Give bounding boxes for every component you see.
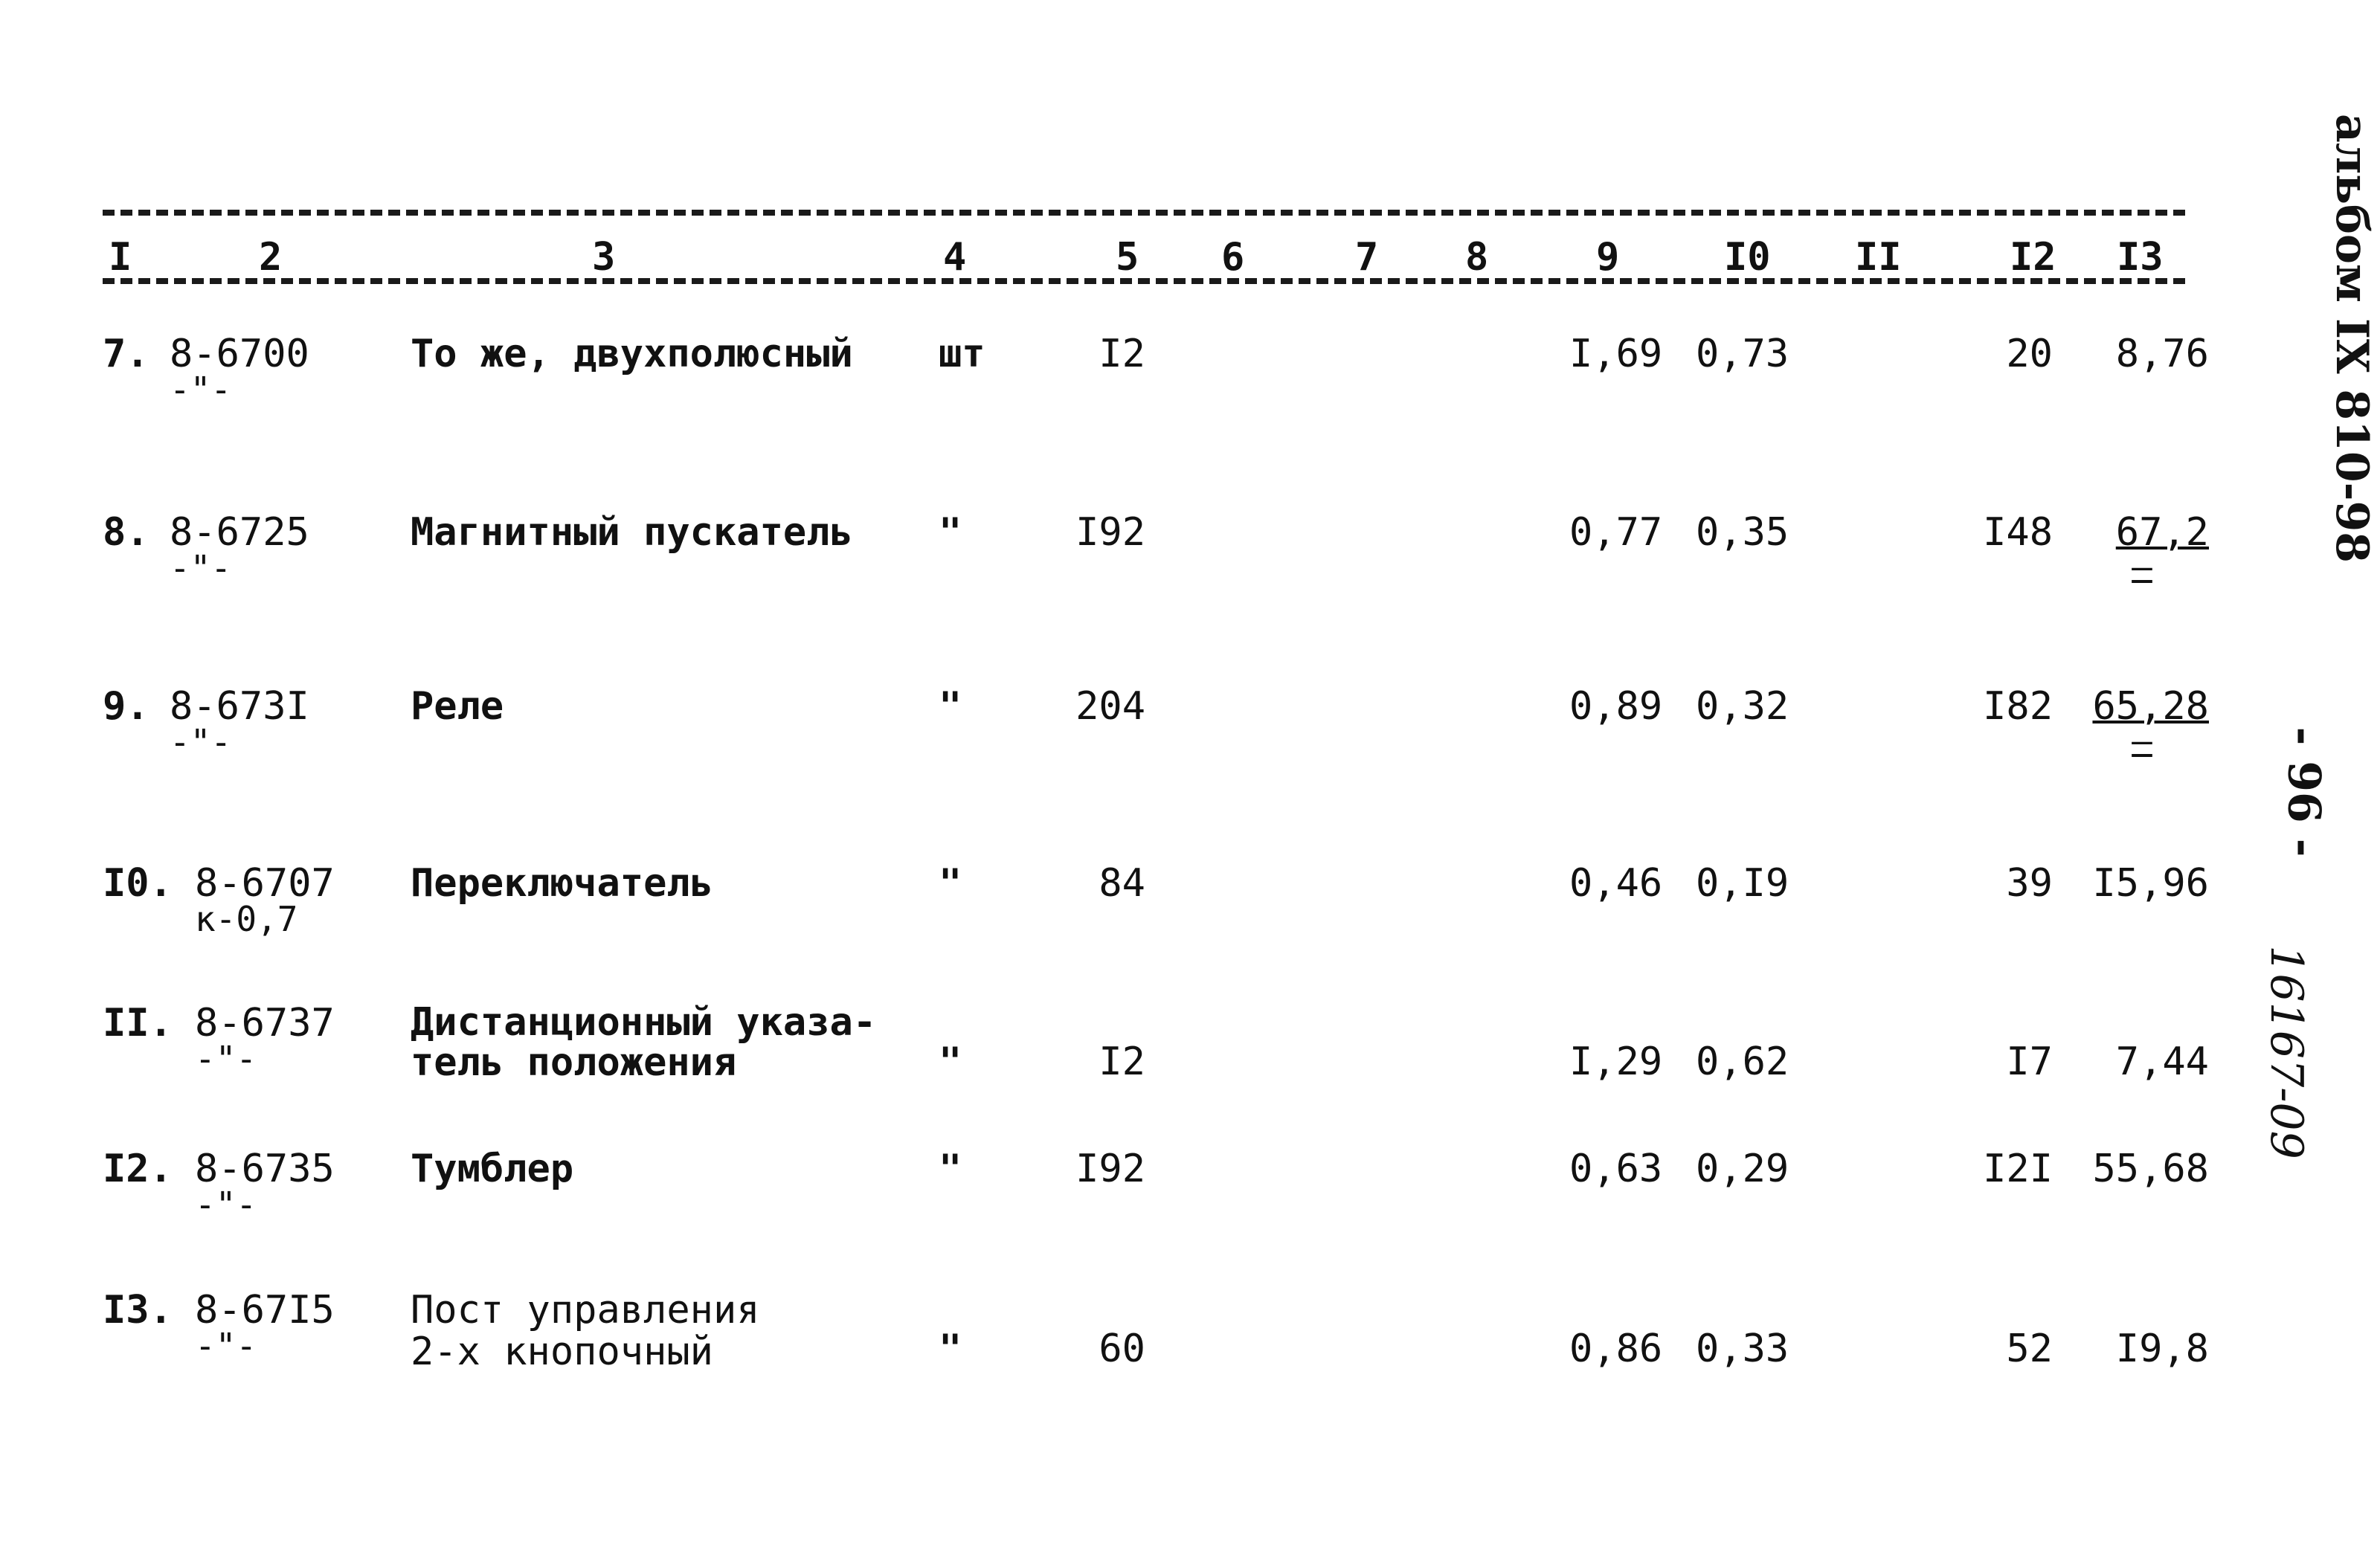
top-dashed-rule — [103, 210, 2185, 216]
table-row — [0, 1148, 2231, 1260]
price-code: 8-6735 -"- — [195, 1147, 335, 1225]
quantity: I92 — [1075, 510, 1145, 555]
row-number: 9. — [103, 684, 149, 729]
price-code: 8-6700 -"- — [170, 332, 309, 410]
table-row — [0, 686, 2231, 797]
row-number: I3. — [103, 1288, 173, 1332]
value-col-9: 0,89 — [1569, 684, 1663, 729]
item-name: Переключатель — [411, 861, 713, 906]
unit: " — [939, 861, 962, 906]
value-col-12: 39 — [2006, 861, 2053, 906]
code-sub: к-0,7 — [195, 899, 298, 939]
column-header-3: 3 — [588, 236, 620, 278]
column-header-13: I3 — [2112, 236, 2168, 278]
row-number: II. — [103, 1001, 173, 1045]
value-col-13: 65,28 – — [2092, 684, 2209, 761]
value-col-13: 7,44 — [2115, 1040, 2209, 1084]
column-header-11: II — [1850, 236, 1906, 278]
table-row — [0, 333, 2231, 445]
album-reference: альбом IX 810-98 — [2326, 113, 2379, 564]
value-col-12: I2I — [1983, 1147, 2053, 1191]
code-ditto: -"- — [195, 1185, 257, 1225]
column-header-7: 7 — [1351, 236, 1383, 278]
price-code: 8-6737 -"- — [195, 1001, 335, 1079]
quantity: 84 — [1099, 861, 1145, 906]
unit: " — [939, 684, 962, 729]
price-code: 8-67I5 -"- — [195, 1288, 335, 1366]
item-name: Реле — [411, 684, 504, 729]
value-col-12: I7 — [2006, 1040, 2053, 1084]
value-col-13: I9,8 — [2115, 1327, 2209, 1371]
value-col-13: 8,76 — [2115, 332, 2209, 376]
item-name: То же, двухполюсный — [411, 332, 853, 376]
unit: " — [939, 1147, 962, 1191]
row-number: 8. — [103, 510, 149, 555]
value-col-12: I82 — [1983, 684, 2053, 729]
column-header-2: 2 — [254, 236, 286, 278]
document-code: 16167-09 — [2260, 945, 2312, 1159]
value-col-13: I5,96 — [2092, 861, 2209, 906]
value-col-9: I,29 — [1569, 1040, 1663, 1084]
price-code: 8-6707 к-0,7 — [195, 861, 335, 939]
table-row — [0, 512, 2231, 623]
value-col-10: 0,I9 — [1696, 861, 1789, 906]
value-col-10: 0,73 — [1696, 332, 1789, 376]
value-col-10: 0,33 — [1696, 1327, 1789, 1371]
column-header-12: I2 — [2005, 236, 2061, 278]
column-header-6: 6 — [1217, 236, 1249, 278]
value-col-9: 0,46 — [1569, 861, 1663, 906]
code-ditto: -"- — [170, 722, 232, 762]
value-col-12: 20 — [2006, 332, 2053, 376]
code-ditto: -"- — [195, 1039, 257, 1079]
column-header-1: I — [104, 236, 136, 278]
row-number: I2. — [103, 1147, 173, 1191]
item-name: Магнитный пускатель — [411, 510, 853, 555]
code-ditto: -"- — [170, 548, 232, 588]
unit: " — [939, 1040, 962, 1084]
unit: " — [939, 1327, 962, 1371]
unit: " — [939, 510, 962, 555]
value-col-10: 0,29 — [1696, 1147, 1789, 1191]
value-col-12: 52 — [2006, 1327, 2053, 1371]
code-ditto: -"- — [170, 370, 232, 410]
column-header-8: 8 — [1461, 236, 1493, 278]
quantity: I2 — [1099, 332, 1145, 376]
price-code: 8-6725 -"- — [170, 510, 309, 588]
value-col-13: 55,68 — [2092, 1147, 2209, 1191]
value-col-9: 0,63 — [1569, 1147, 1663, 1191]
value-col-9: 0,77 — [1569, 510, 1663, 555]
value-col-10: 0,32 — [1696, 684, 1789, 729]
item-name: Тумблер — [411, 1147, 574, 1191]
column-header-10: I0 — [1720, 236, 1775, 278]
price-code: 8-673I -"- — [170, 684, 309, 762]
quantity: I92 — [1075, 1147, 1145, 1191]
item-name: Дистанционный указа- тель положения — [411, 1000, 877, 1085]
unit: шт — [939, 332, 985, 376]
column-header-5: 5 — [1111, 236, 1143, 278]
page-number: - 96 - — [2277, 726, 2330, 857]
quantity: I2 — [1099, 1040, 1145, 1084]
item-name: Пост управления 2-х кнопочный — [411, 1288, 760, 1374]
quantity: 60 — [1099, 1327, 1145, 1371]
table-row — [0, 863, 2231, 974]
column-header-9: 9 — [1592, 236, 1624, 278]
quantity: 204 — [1075, 684, 1145, 729]
value-col-12: I48 — [1983, 510, 2053, 555]
value-col-9: 0,86 — [1569, 1327, 1663, 1371]
row-number: 7. — [103, 332, 149, 376]
value-col-10: 0,35 — [1696, 510, 1789, 555]
value-col-9: I,69 — [1569, 332, 1663, 376]
value-col-10: 0,62 — [1696, 1040, 1789, 1084]
column-header-4: 4 — [939, 236, 971, 278]
table-row — [0, 1002, 2231, 1114]
table-row — [0, 1289, 2231, 1401]
code-ditto: -"- — [195, 1326, 257, 1366]
value-col-13: 67,2 – — [2115, 510, 2209, 587]
row-number: I0. — [103, 861, 173, 906]
